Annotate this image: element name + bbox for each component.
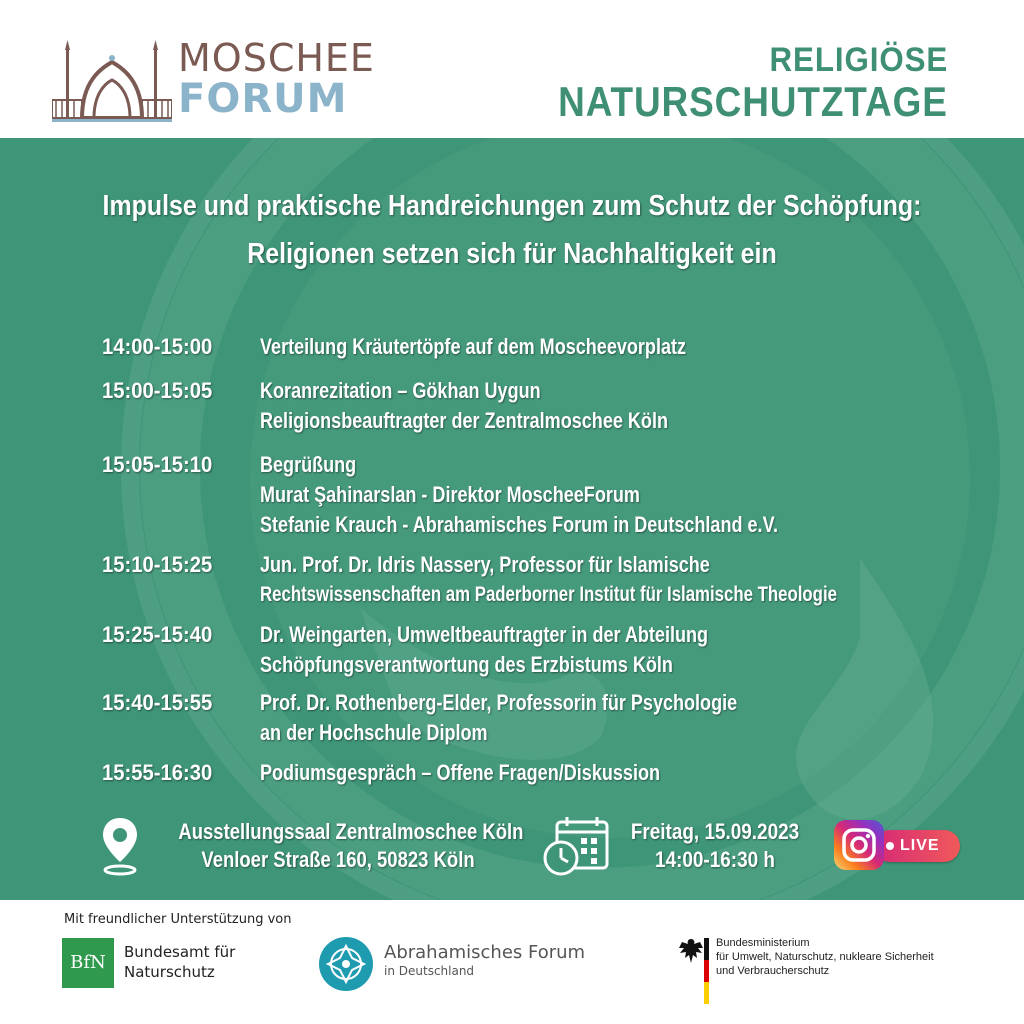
bfn-name — [124, 942, 235, 982]
schedule-desc: an der Hochschule Diplom — [260, 720, 488, 745]
event-title-line-1: RELIGIÖSE — [769, 41, 948, 79]
schedule-time: 15:00-15:05 — [102, 378, 213, 403]
support-intro: Mit freundlicher Unterstützung von — [64, 912, 292, 927]
schedule-row — [102, 332, 1002, 376]
bmu-name — [716, 936, 934, 978]
schedule-time: 15:40-15:55 — [102, 690, 213, 715]
headline-line-1: Impulse und praktische Handreichungen zum Schutz der Schöpfung: — [102, 190, 922, 222]
schedule-time: 14:00-15:00 — [102, 334, 213, 359]
bmu-name-line-3: und Verbraucherschutz — [716, 965, 830, 977]
schedule-time: 15:25-15:40 — [102, 622, 213, 647]
schedule — [102, 332, 1002, 798]
schedule-desc: Begrüßung — [260, 452, 357, 477]
date-line-1: Freitag, 15.09.2023 — [630, 819, 800, 844]
schedule-row — [102, 758, 1002, 798]
schedule-desc: Koranrezitation – Gökhan Uygun — [260, 378, 541, 403]
bfn-name-line-2: Naturschutz — [124, 963, 215, 981]
schedule-row — [102, 376, 1002, 450]
calendar-clock-icon — [543, 816, 611, 878]
bfn-name-line-1: Bundesamt für — [124, 943, 236, 961]
schedule-time: 15:05-15:10 — [102, 452, 213, 477]
schedule-row — [102, 620, 1002, 688]
schedule-desc: Verteilung Kräutertöpfe auf dem Moscheevorplatz — [260, 334, 687, 359]
schedule-desc: Jun. Prof. Dr. Idris Nassery, Professor für Islamische — [260, 552, 710, 577]
schedule-row — [102, 688, 1002, 758]
live-label: LIVE — [900, 837, 940, 854]
schedule-row — [102, 550, 1002, 620]
live-dot-icon — [886, 842, 894, 850]
schedule-desc: Religionsbeauftragter der Zentralmoschee Köln — [260, 408, 668, 433]
date-line-2: 14:00-16:30 h — [655, 847, 775, 872]
abrahamisches-forum-logo-icon — [318, 936, 374, 992]
event-title-line-2: NATURSCHUTZTAGE — [558, 78, 948, 125]
schedule-desc: Schöpfungsverantwortung des Erzbistums Köln — [260, 652, 673, 677]
sponsor-strip — [0, 900, 1024, 1024]
schedule-desc: Murat Şahinarslan - Direktor MoscheeForum — [260, 482, 640, 507]
german-flag-icon — [704, 938, 709, 1004]
bmu-name-line-1: Bundesministerium — [716, 937, 810, 949]
headline-line-2: Religionen setzen sich für Nachhaltigkeit ein — [247, 238, 777, 270]
af-name: Abrahamisches Forum — [384, 942, 586, 963]
schedule-desc: Stefanie Krauch - Abrahamisches Forum in Deutschland e.V. — [260, 512, 778, 537]
schedule-desc: Podiumsgespräch – Offene Fragen/Diskussion — [260, 760, 660, 785]
headline — [0, 182, 1024, 278]
live-badge[interactable] — [874, 830, 960, 862]
bmu-name-line-2: für Umwelt, Naturschutz, nukleare Sicherheit — [716, 951, 934, 963]
bfn-logo-text: BfN — [70, 952, 106, 973]
location-line-2: Venloer Straße 160, 50823 Köln — [201, 847, 475, 872]
instagram-icon[interactable] — [834, 820, 884, 870]
mosque-logo-icon — [52, 40, 172, 122]
map-pin-icon — [100, 816, 140, 876]
location — [148, 818, 528, 874]
schedule-desc: Dr. Weingarten, Umweltbeauftragter in der Abteilung — [260, 622, 709, 647]
logo-text-moschee: MOSCHEE — [178, 36, 375, 80]
bfn-logo-icon — [62, 938, 114, 988]
program-panel — [0, 138, 1024, 900]
header — [0, 0, 1024, 138]
location-line-1: Ausstellungssaal Zentralmoschee Köln — [178, 819, 524, 844]
logo-text-forum: FORUM — [178, 76, 348, 122]
federal-eagle-icon — [676, 936, 706, 966]
schedule-row — [102, 450, 1002, 550]
event-date — [612, 818, 818, 874]
af-sub: in Deutschland — [384, 964, 475, 978]
schedule-desc: Rechtswissenschaften am Paderborner Institut für Islamische Theologie — [260, 583, 837, 606]
schedule-desc: Prof. Dr. Rothenberg-Elder, Professorin für Psychologie — [260, 690, 738, 715]
schedule-time: 15:55-16:30 — [102, 760, 213, 785]
schedule-time: 15:10-15:25 — [102, 552, 213, 577]
